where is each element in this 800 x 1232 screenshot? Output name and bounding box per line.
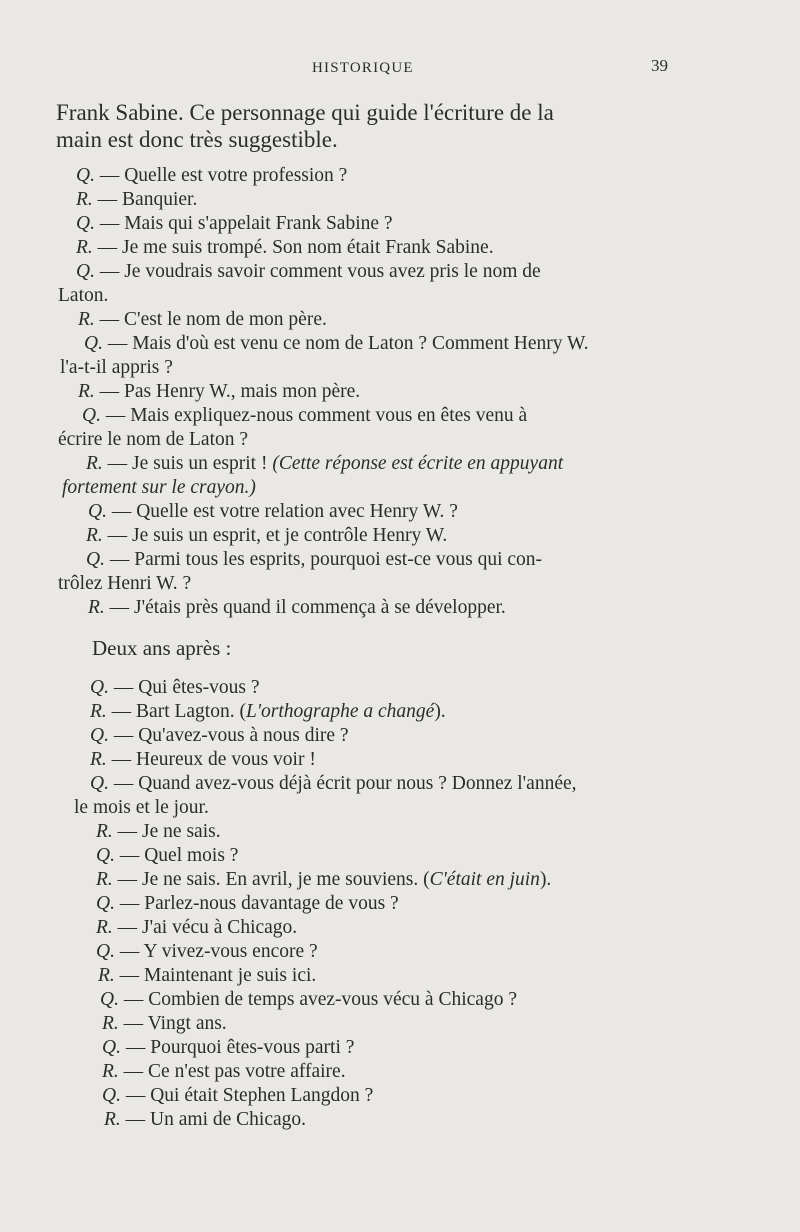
line-text: — Banquier. [97,189,198,210]
line-text: — Un ami de Chicago. [125,1109,307,1130]
dialogue-line [76,212,393,236]
line-text: Deux ans après : [92,636,232,660]
dialogue-line [102,1012,227,1036]
dialogue-line [102,1060,346,1084]
dialogue-line [58,428,248,452]
speaker-tag: Q. [76,261,95,282]
line-text: — Y vivez-vous encore ? [119,941,318,962]
speaker-tag: Q. [102,1037,121,1058]
dialogue-line [58,284,108,308]
speaker-tag: R. [78,381,95,402]
speaker-tag: Q. [82,405,101,426]
line-text: — Quel mois ? [119,845,239,866]
dialogue-line [96,820,221,844]
line-text-after: ). [434,701,446,722]
intro-paragraph [56,99,676,153]
line-text: — Mais expliquez-nous comment vous en êtes venu à [105,405,528,426]
line-text: — Combien de temps avez-vous vécu à Chicago ? [123,989,517,1010]
dialogue-line [86,524,447,548]
speaker-tag: R. [78,309,95,330]
speaker-tag: R. [98,965,115,986]
line-text: — Je me suis trompé. Son nom était Frank Sabine. [97,237,494,258]
dialogue-line [62,476,256,500]
dialogue-line [74,796,209,820]
dialogue-line [96,844,238,868]
dialogue-line [96,940,318,964]
dialogue-line [76,188,197,212]
speaker-tag: R. [76,237,93,258]
speaker-tag: Q. [102,1085,121,1106]
line-text: — J'étais près quand il commença à se développer. [109,597,506,618]
dialogue-line [88,500,458,524]
line-text: Laton. [58,285,109,306]
line-text: le mois et le jour. [74,797,209,818]
dialogue-line [100,988,517,1012]
speaker-tag: Q. [84,333,103,354]
italic-annotation: fortement sur le crayon.) [62,477,256,498]
dialogue-line [102,1036,354,1060]
speaker-tag: R. [86,453,103,474]
speaker-tag: R. [96,821,113,842]
speaker-tag: R. [88,597,105,618]
speaker-tag: R. [96,869,113,890]
page-header [0,56,800,84]
line-text: — Qui êtes-vous ? [113,677,260,698]
line-text: — Parlez-nous davantage de vous ? [119,893,399,914]
line-text: — Je ne sais. [117,821,221,842]
speaker-tag: R. [96,917,113,938]
line-text: — Quelle est votre profession ? [99,165,348,186]
line-text: — Qu'avez-vous à nous dire ? [113,725,349,746]
line-text: — Pourquoi êtes-vous parti ? [125,1037,355,1058]
speaker-tag: Q. [76,165,95,186]
dialogue-line [90,748,316,772]
speaker-tag: R. [86,525,103,546]
speaker-tag: Q. [88,501,107,522]
dialogue-line [96,892,399,916]
dialogue-line [58,572,191,596]
line-text: — Parmi tous les esprits, pourquoi est-ce vous qui con- [109,549,543,570]
speaker-tag: Q. [100,989,119,1010]
dialogue-line [98,964,316,988]
dialogue-line [60,356,173,380]
speaker-tag: Q. [76,213,95,234]
speaker-tag: Q. [96,941,115,962]
dialogue-line [86,452,563,476]
italic-annotation: C'était en juin [429,869,540,890]
speaker-tag: R. [90,749,107,770]
dialogue-line [76,164,347,188]
dialogue-line [90,772,577,796]
line-text: — Je suis un esprit ! [107,453,273,474]
line-text: — Je voudrais savoir comment vous avez pris le nom de [99,261,541,282]
line-text: — Qui était Stephen Langdon ? [125,1085,374,1106]
line-text: — Vingt ans. [123,1013,227,1034]
speaker-tag: Q. [96,893,115,914]
line-text: — C'est le nom de mon père. [99,309,327,330]
line-text: écrire le nom de Laton ? [58,429,249,450]
line-text: l'a-t-il appris ? [60,357,173,378]
italic-annotation: L'orthographe a changé [245,701,435,722]
dialogue-line [84,332,588,356]
line-text-after: ). [539,869,552,890]
speaker-tag: R. [76,189,93,210]
line-text: — Maintenant je suis ici. [119,965,317,986]
dialogue-line [86,548,542,572]
line-text: — Pas Henry W., mais mon père. [99,381,361,402]
speaker-tag: R. [90,701,107,722]
line-text: — Ce n'est pas votre affaire. [123,1061,346,1082]
italic-annotation: (Cette réponse est écrite en appuyant [272,453,564,474]
speaker-tag: R. [102,1013,119,1034]
line-text: trôlez Henri W. ? [58,573,192,594]
line-text: — J'ai vécu à Chicago. [117,917,298,938]
speaker-tag: Q. [86,549,105,570]
dialogue-line [76,236,494,260]
speaker-tag: Q. [90,677,109,698]
intro-line: main est donc très suggestible. [56,127,338,152]
dialogue-line [90,700,446,724]
dialogue-line [78,380,360,404]
dialogue-line [82,404,527,428]
line-text: — Mais qui s'appelait Frank Sabine ? [99,213,393,234]
dialogue-line [96,868,551,892]
dialogue-line [78,308,327,332]
intro-line: Frank Sabine. Ce personnage qui guide l'écriture de la [56,100,554,125]
line-text: — Quelle est votre relation avec Henry W. ? [111,501,458,522]
speaker-tag: Q. [96,845,115,866]
dialogue-line [96,916,297,940]
dialogue-line [88,596,506,620]
line-text: — Bart Lagton. ( [111,701,246,722]
speaker-tag: R. [102,1061,119,1082]
line-text: — Mais d'où est venu ce nom de Laton ? Comment Henry W. [107,333,589,354]
speaker-tag: R. [104,1109,121,1130]
speaker-tag: Q. [90,725,109,746]
line-text: — Quand avez-vous déjà écrit pour nous ? Donnez l'année, [113,773,577,794]
dialogue-line [102,1084,373,1108]
speaker-tag: Q. [90,773,109,794]
dialogue-line [90,676,260,700]
dialogue-line [90,724,349,748]
running-title: HISTORIQUE [312,60,414,76]
section-heading [92,636,231,660]
dialogue-line [104,1108,306,1132]
line-text: — Heureux de vous voir ! [111,749,316,770]
page-number: 39 [651,56,668,75]
line-text: — Je suis un esprit, et je contrôle Henry W. [107,525,448,546]
dialogue-line [76,260,541,284]
line-text: — Je ne sais. En avril, je me souviens. ( [117,869,430,890]
